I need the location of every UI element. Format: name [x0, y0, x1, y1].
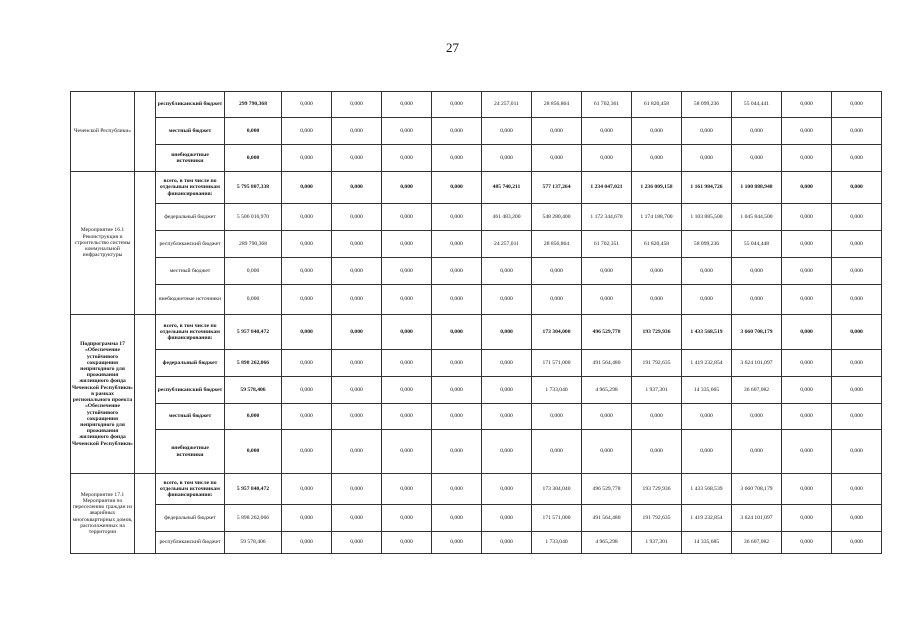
table-row	[71, 377, 882, 404]
year-amount-cell: 173 304,000	[532, 315, 582, 350]
year-amount-cell: 0,000	[382, 350, 432, 377]
table-row	[71, 404, 882, 430]
year-amount-cell: 0,000	[482, 285, 532, 315]
year-amount-cell: 0,000	[282, 285, 332, 315]
year-amount-cell: 0,000	[632, 258, 682, 285]
year-amount-cell: 0,000	[732, 285, 782, 315]
year-amount-cell: 0,000	[832, 285, 882, 315]
year-amount-cell: 0,000	[432, 404, 482, 430]
year-amount-cell: 0,000	[432, 258, 482, 285]
year-amount-cell: 0,000	[332, 315, 382, 350]
year-amount-cell: 191 792,635	[632, 505, 682, 532]
year-amount-cell: 171 571,000	[532, 505, 582, 532]
funding-source-cell: внебюджетные источники	[156, 430, 225, 474]
year-amount-cell: 1 100 888,948	[732, 172, 782, 204]
year-amount-cell: 0,000	[782, 315, 832, 350]
year-amount-cell: 0,000	[482, 350, 532, 377]
year-amount-cell: 0,000	[482, 118, 532, 145]
year-amount-cell: 0,000	[332, 172, 382, 204]
total-amount-cell: 5 957 840,472	[225, 474, 282, 505]
year-amount-cell: 0,000	[482, 315, 532, 350]
year-amount-cell: 0,000	[482, 377, 532, 404]
year-amount-cell: 0,000	[332, 377, 382, 404]
total-amount-cell: 5 795 807,338	[225, 172, 282, 204]
year-amount-cell: 0,000	[782, 430, 832, 474]
year-amount-cell: 0,000	[332, 118, 382, 145]
year-amount-cell: 1 045 844,500	[732, 204, 782, 231]
total-amount-cell: 0,000	[225, 258, 282, 285]
year-amount-cell: 0,000	[732, 145, 782, 172]
table-row	[71, 430, 882, 474]
table-row	[71, 92, 882, 118]
year-amount-cell: 0,000	[832, 474, 882, 505]
year-amount-cell: 0,000	[682, 145, 732, 172]
year-amount-cell: 0,000	[282, 315, 332, 350]
year-amount-cell: 1 433 568,519	[682, 315, 732, 350]
year-amount-cell: 36 607,082	[732, 377, 782, 404]
year-amount-cell: 24 257,011	[482, 92, 532, 118]
year-amount-cell: 0,000	[832, 430, 882, 474]
year-amount-cell: 0,000	[382, 315, 432, 350]
year-amount-cell: 0,000	[782, 532, 832, 554]
total-amount-cell: 5 506 016,970	[225, 204, 282, 231]
year-amount-cell: 0,000	[782, 474, 832, 505]
year-amount-cell: 0,000	[482, 430, 532, 474]
year-amount-cell: 0,000	[482, 258, 532, 285]
year-amount-cell: 1 733,040	[532, 532, 582, 554]
year-amount-cell: 0,000	[832, 404, 882, 430]
year-amount-cell: 0,000	[432, 285, 482, 315]
year-amount-cell: 0,000	[282, 350, 332, 377]
year-amount-cell: 1 236 009,158	[632, 172, 682, 204]
year-amount-cell: 173 304,040	[532, 474, 582, 505]
year-amount-cell: 58 099,236	[682, 231, 732, 258]
funding-source-cell: всего, в том числе по отдельным источникам финансирования:	[156, 172, 225, 204]
year-amount-cell: 491 564,480	[582, 505, 632, 532]
year-amount-cell: 0,000	[382, 92, 432, 118]
year-amount-cell: 1 733,040	[532, 377, 582, 404]
year-amount-cell: 0,000	[482, 404, 532, 430]
year-amount-cell: 0,000	[782, 118, 832, 145]
total-amount-cell: 0,000	[225, 285, 282, 315]
year-amount-cell: 0,000	[782, 285, 832, 315]
year-amount-cell: 0,000	[432, 474, 482, 505]
year-amount-cell: 0,000	[482, 532, 532, 554]
year-amount-cell: 0,000	[282, 118, 332, 145]
year-amount-cell: 496 529,778	[582, 315, 632, 350]
table-row	[71, 118, 882, 145]
year-amount-cell: 0,000	[332, 285, 382, 315]
year-amount-cell: 0,000	[382, 204, 432, 231]
total-amount-cell: 5 957 840,472	[225, 315, 282, 350]
year-amount-cell: 14 335,665	[682, 377, 732, 404]
year-amount-cell: 0,000	[282, 258, 332, 285]
year-amount-cell: 1 433 568,539	[682, 474, 732, 505]
year-amount-cell: 0,000	[732, 258, 782, 285]
year-amount-cell: 1 419 232,854	[682, 505, 732, 532]
year-amount-cell: 1 234 047,021	[582, 172, 632, 204]
table-row	[71, 350, 882, 377]
year-amount-cell: 0,000	[532, 285, 582, 315]
year-amount-cell: 485 740,211	[482, 172, 532, 204]
year-amount-cell: 0,000	[332, 505, 382, 532]
year-amount-cell: 0,000	[332, 350, 382, 377]
year-amount-cell: 0,000	[432, 204, 482, 231]
program-name-cell: Мероприятие 16.1 Реконструкция и строительство системы коммунальной инфраструктуры	[71, 172, 135, 315]
year-amount-cell: 0,000	[682, 285, 732, 315]
year-amount-cell: 14 335,685	[682, 532, 732, 554]
year-amount-cell: 0,000	[382, 231, 432, 258]
year-amount-cell: 0,000	[582, 430, 632, 474]
year-amount-cell: 61 702,351	[582, 231, 632, 258]
year-amount-cell: 24 257,011	[482, 231, 532, 258]
year-amount-cell: 28 856,864	[532, 231, 582, 258]
year-amount-cell: 548 280,400	[532, 204, 582, 231]
year-amount-cell: 4 965,298	[582, 532, 632, 554]
year-amount-cell: 0,000	[282, 172, 332, 204]
year-amount-cell: 0,000	[582, 404, 632, 430]
funding-source-cell: местный бюджет	[156, 118, 225, 145]
year-amount-cell: 0,000	[682, 404, 732, 430]
year-amount-cell: 1 174 188,700	[632, 204, 682, 231]
year-amount-cell: 0,000	[782, 404, 832, 430]
year-amount-cell: 0,000	[782, 231, 832, 258]
table-row	[71, 315, 882, 350]
year-amount-cell: 0,000	[832, 315, 882, 350]
year-amount-cell: 0,000	[332, 404, 382, 430]
year-amount-cell: 191 792,635	[632, 350, 682, 377]
year-amount-cell: 1 103 885,500	[682, 204, 732, 231]
funding-source-cell: местный бюджет	[156, 258, 225, 285]
year-amount-cell: 0,000	[332, 231, 382, 258]
year-amount-cell: 0,000	[282, 145, 332, 172]
year-amount-cell: 0,000	[282, 204, 332, 231]
year-amount-cell: 0,000	[832, 505, 882, 532]
year-amount-cell: 0,000	[432, 532, 482, 554]
year-amount-cell: 0,000	[782, 145, 832, 172]
year-amount-cell: 0,000	[582, 145, 632, 172]
year-amount-cell: 0,000	[532, 430, 582, 474]
year-amount-cell: 0,000	[382, 532, 432, 554]
year-amount-cell: 0,000	[782, 172, 832, 204]
funding-source-cell: внебюджетные источники	[156, 285, 225, 315]
total-amount-cell: 299 790,368	[225, 92, 282, 118]
year-amount-cell: 61 702,361	[582, 92, 632, 118]
table-row	[71, 172, 882, 204]
year-amount-cell: 0,000	[332, 430, 382, 474]
year-amount-cell: 0,000	[732, 118, 782, 145]
year-amount-cell: 491 564,480	[582, 350, 632, 377]
year-amount-cell: 0,000	[832, 204, 882, 231]
year-amount-cell: 0,000	[382, 377, 432, 404]
year-amount-cell: 0,000	[732, 404, 782, 430]
year-amount-cell: 0,000	[432, 231, 482, 258]
funding-source-cell: федеральный бюджет	[156, 204, 225, 231]
year-amount-cell: 0,000	[532, 145, 582, 172]
year-amount-cell: 0,000	[282, 404, 332, 430]
year-amount-cell: 3 660 708,179	[732, 315, 782, 350]
year-amount-cell: 0,000	[632, 118, 682, 145]
total-amount-cell: 0,000	[225, 118, 282, 145]
spacer-cell	[135, 474, 156, 554]
budget-table	[70, 91, 882, 554]
year-amount-cell: 0,000	[782, 350, 832, 377]
year-amount-cell: 0,000	[782, 505, 832, 532]
year-amount-cell: 0,000	[832, 231, 882, 258]
year-amount-cell: 0,000	[832, 172, 882, 204]
year-amount-cell: 0,000	[382, 172, 432, 204]
year-amount-cell: 0,000	[632, 430, 682, 474]
year-amount-cell: 0,000	[382, 145, 432, 172]
year-amount-cell: 193 729,936	[632, 315, 682, 350]
year-amount-cell: 0,000	[832, 118, 882, 145]
year-amount-cell: 58 099,236	[682, 92, 732, 118]
total-amount-cell: 0,000	[225, 430, 282, 474]
year-amount-cell: 0,000	[332, 145, 382, 172]
year-amount-cell: 0,000	[282, 474, 332, 505]
table-row	[71, 231, 882, 258]
year-amount-cell: 0,000	[482, 145, 532, 172]
year-amount-cell: 0,000	[432, 315, 482, 350]
year-amount-cell: 0,000	[832, 350, 882, 377]
year-amount-cell: 61 820,458	[632, 92, 682, 118]
table-row	[71, 204, 882, 231]
year-amount-cell: 0,000	[582, 118, 632, 145]
funding-source-cell: местный бюджет	[156, 404, 225, 430]
year-amount-cell: 0,000	[732, 430, 782, 474]
year-amount-cell: 0,000	[282, 532, 332, 554]
year-amount-cell: 0,000	[832, 532, 882, 554]
year-amount-cell: 61 820,458	[632, 231, 682, 258]
year-amount-cell: 0,000	[432, 172, 482, 204]
year-amount-cell: 1 937,301	[632, 532, 682, 554]
year-amount-cell: 0,000	[382, 404, 432, 430]
year-amount-cell: 0,000	[482, 474, 532, 505]
funding-source-cell: федеральный бюджет	[156, 505, 225, 532]
year-amount-cell: 0,000	[632, 404, 682, 430]
year-amount-cell: 577 137,264	[532, 172, 582, 204]
year-amount-cell: 0,000	[532, 404, 582, 430]
year-amount-cell: 0,000	[332, 92, 382, 118]
funding-source-cell: всего, в том числе по отдельным источникам финансирования:	[156, 315, 225, 350]
total-amount-cell: 59 578,406	[225, 377, 282, 404]
year-amount-cell: 1 937,301	[632, 377, 682, 404]
program-name-cell: Чеченской Республики»	[71, 92, 135, 172]
year-amount-cell: 0,000	[682, 430, 732, 474]
total-amount-cell: 5 898 262,066	[225, 505, 282, 532]
table-row	[71, 285, 882, 315]
funding-source-cell: республиканский бюджет	[156, 92, 225, 118]
year-amount-cell: 0,000	[282, 377, 332, 404]
year-amount-cell: 1 172 344,670	[582, 204, 632, 231]
year-amount-cell: 3 660 708,179	[732, 474, 782, 505]
year-amount-cell: 0,000	[432, 92, 482, 118]
year-amount-cell: 28 856,864	[532, 92, 582, 118]
year-amount-cell: 0,000	[382, 430, 432, 474]
page-number: 27	[446, 40, 459, 55]
year-amount-cell: 0,000	[582, 285, 632, 315]
year-amount-cell: 0,000	[682, 258, 732, 285]
year-amount-cell: 0,000	[832, 258, 882, 285]
year-amount-cell: 0,000	[282, 430, 332, 474]
year-amount-cell: 0,000	[682, 118, 732, 145]
year-amount-cell: 1 419 232,854	[682, 350, 732, 377]
year-amount-cell: 0,000	[832, 92, 882, 118]
year-amount-cell: 0,000	[532, 118, 582, 145]
year-amount-cell: 0,000	[632, 145, 682, 172]
spacer-cell	[135, 315, 156, 474]
year-amount-cell: 0,000	[782, 92, 832, 118]
year-amount-cell: 0,000	[782, 204, 832, 231]
funding-source-cell: всего, в том числе по отдельным источникам финансирования:	[156, 474, 225, 505]
year-amount-cell: 0,000	[432, 350, 482, 377]
spacer-cell	[135, 172, 156, 315]
year-amount-cell: 0,000	[382, 258, 432, 285]
table-row	[71, 505, 882, 532]
year-amount-cell: 0,000	[382, 118, 432, 145]
year-amount-cell: 0,000	[332, 258, 382, 285]
funding-source-cell: республиканский бюджет	[156, 532, 225, 554]
year-amount-cell: 0,000	[532, 258, 582, 285]
year-amount-cell: 55 044,448	[732, 231, 782, 258]
program-name-cell: Мероприятие 17.1 Мероприятия по переселению граждан из аварийных многоквартирных домов, расположенных на территории	[71, 474, 135, 554]
year-amount-cell: 0,000	[282, 505, 332, 532]
year-amount-cell: 0,000	[332, 532, 382, 554]
year-amount-cell: 3 624 101,097	[732, 505, 782, 532]
year-amount-cell: 171 571,000	[532, 350, 582, 377]
year-amount-cell: 0,000	[282, 92, 332, 118]
year-amount-cell: 4 965,298	[582, 377, 632, 404]
total-amount-cell: 59 578,406	[225, 532, 282, 554]
funding-source-cell: внебюджетные источники	[156, 145, 225, 172]
year-amount-cell: 0,000	[332, 204, 382, 231]
funding-source-cell: федеральный бюджет	[156, 350, 225, 377]
year-amount-cell: 0,000	[582, 258, 632, 285]
table-row	[71, 145, 882, 172]
year-amount-cell: 0,000	[832, 377, 882, 404]
year-amount-cell: 0,000	[382, 285, 432, 315]
year-amount-cell: 0,000	[432, 118, 482, 145]
total-amount-cell: 289 790,368	[225, 231, 282, 258]
year-amount-cell: 193 729,936	[632, 474, 682, 505]
year-amount-cell: 0,000	[782, 377, 832, 404]
total-amount-cell: 0,000	[225, 145, 282, 172]
year-amount-cell: 0,000	[382, 505, 432, 532]
year-amount-cell: 0,000	[632, 285, 682, 315]
table-row	[71, 258, 882, 285]
year-amount-cell: 0,000	[832, 145, 882, 172]
spacer-cell	[135, 92, 156, 172]
year-amount-cell: 0,000	[432, 505, 482, 532]
table-row	[71, 474, 882, 505]
program-name-cell: Подпрограмма 17 «Обеспечение устойчивого сокращения непригодного для проживания жилищного фонда Чеченской Республики» в рамках регионального проекта «Обеспечение устойчивого сокращения непригодного для проживания жилищного фонда Чеченской Республики»	[71, 315, 135, 474]
year-amount-cell: 0,000	[382, 474, 432, 505]
year-amount-cell: 36 607,082	[732, 532, 782, 554]
year-amount-cell: 461 483,200	[482, 204, 532, 231]
year-amount-cell: 0,000	[432, 430, 482, 474]
year-amount-cell: 496 529,778	[582, 474, 632, 505]
year-amount-cell: 55 044,441	[732, 92, 782, 118]
funding-source-cell: республиканский бюджет	[156, 377, 225, 404]
total-amount-cell: 5 898 262,066	[225, 350, 282, 377]
year-amount-cell: 0,000	[282, 231, 332, 258]
year-amount-cell: 1 161 984,726	[682, 172, 732, 204]
year-amount-cell: 0,000	[432, 145, 482, 172]
year-amount-cell: 0,000	[432, 377, 482, 404]
year-amount-cell: 0,000	[482, 505, 532, 532]
table-row	[71, 532, 882, 554]
year-amount-cell: 3 624 101,097	[732, 350, 782, 377]
total-amount-cell: 0,000	[225, 404, 282, 430]
year-amount-cell: 0,000	[782, 258, 832, 285]
year-amount-cell: 0,000	[332, 474, 382, 505]
funding-source-cell: республиканский бюджет	[156, 231, 225, 258]
